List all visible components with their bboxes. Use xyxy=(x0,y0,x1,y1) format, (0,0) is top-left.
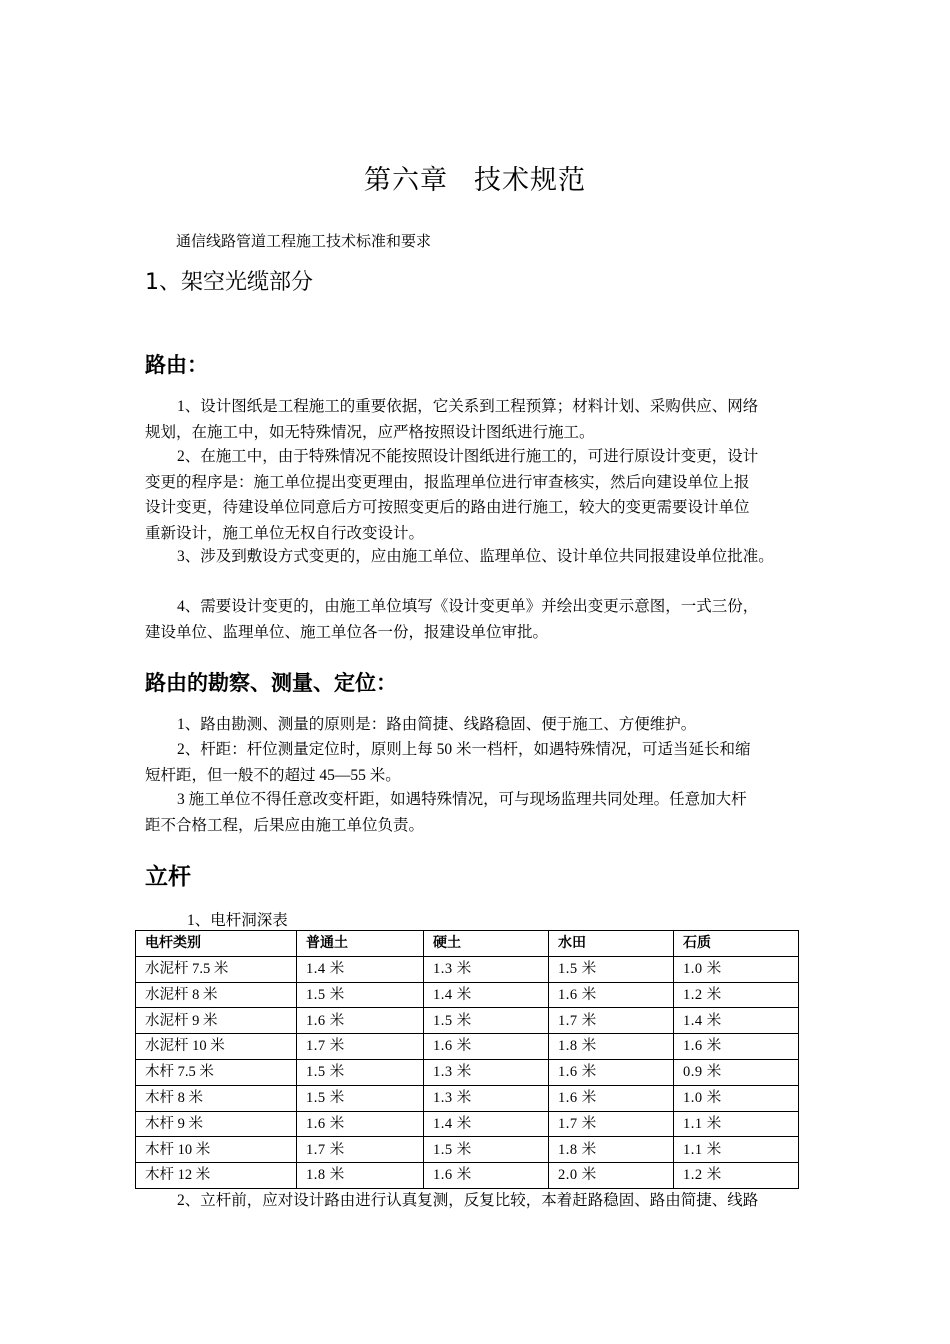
depth-cell: 1.2 米 xyxy=(674,1163,799,1189)
table-row xyxy=(136,1085,799,1111)
table-row xyxy=(136,982,799,1008)
chapter-name: 技术规范 xyxy=(474,165,586,196)
depth-cell: 1.3 米 xyxy=(424,1085,549,1111)
depth-cell: 1.2 米 xyxy=(674,982,799,1008)
depth-cell: 1.5 米 xyxy=(424,1137,549,1163)
text-line: 重新设计，施工单位无权自行改变设计。 xyxy=(145,524,425,542)
depth-cell: 1.6 米 xyxy=(424,1163,549,1189)
depth-cell: 1.4 米 xyxy=(424,1111,549,1137)
depth-cell: 1.6 米 xyxy=(549,1085,674,1111)
section-heading-aerial-cable: 1、架空光缆部分 xyxy=(145,270,313,295)
routing-paragraph-4 xyxy=(145,594,825,645)
survey-paragraph-1 xyxy=(145,712,825,738)
heading-pole-erection: 立杆 xyxy=(145,864,191,890)
pole-type-cell: 水泥杆 8 米 xyxy=(136,982,297,1008)
table-row xyxy=(136,1163,799,1189)
text-line: 短杆距，但一般不的超过 45—55 米。 xyxy=(145,766,401,784)
depth-cell: 1.5 米 xyxy=(297,1059,424,1085)
text-line: 3、涉及到敷设方式变更的，应由施工单位、监理单位、设计单位共同报建设单位批准。 xyxy=(177,548,774,565)
text-line: 规划，在施工中，如无特殊情况，应严格按照设计图纸进行施工。 xyxy=(145,423,595,441)
table-row xyxy=(136,1008,799,1034)
pole-type-cell: 水泥杆 7.5 米 xyxy=(136,956,297,982)
text-line: 设计变更，待建设单位同意后方可按照变更后的路由进行施工，较大的变更需要设计单位 xyxy=(145,499,750,516)
depth-cell: 1.1 米 xyxy=(674,1111,799,1137)
depth-cell: 1.6 米 xyxy=(549,982,674,1008)
text-line: 2、在施工中，由于特殊情况不能按照设计图纸进行施工的，可进行原设计变更，设计 xyxy=(177,448,759,465)
depth-cell: 1.4 米 xyxy=(297,956,424,982)
depth-cell: 1.7 米 xyxy=(549,1111,674,1137)
depth-cell: 1.1 米 xyxy=(674,1137,799,1163)
depth-cell: 1.0 米 xyxy=(674,1085,799,1111)
text-line: 2、杆距：杆位测量定位时，原则上每 50 米一档杆，如遇特殊情况，可适当延长和缩 xyxy=(177,741,751,758)
table-row xyxy=(136,1111,799,1137)
text-line: 建设单位、监理单位、施工单位各一份，报建设单位审批。 xyxy=(145,623,549,641)
pole-type-cell: 木杆 7.5 米 xyxy=(136,1059,297,1085)
depth-cell: 1.0 米 xyxy=(674,956,799,982)
depth-cell: 1.6 米 xyxy=(297,1008,424,1034)
depth-cell: 1.4 米 xyxy=(424,982,549,1008)
depth-cell: 1.8 米 xyxy=(549,1034,674,1060)
pole-hole-depth-table xyxy=(135,930,799,1189)
depth-cell: 1.3 米 xyxy=(424,1059,549,1085)
pole-type-cell: 木杆 8 米 xyxy=(136,1085,297,1111)
routing-paragraph-3 xyxy=(145,544,845,570)
table-header-row xyxy=(136,931,799,957)
pole-type-cell: 木杆 12 米 xyxy=(136,1163,297,1189)
pole-type-cell: 水泥杆 9 米 xyxy=(136,1008,297,1034)
depth-cell: 1.8 米 xyxy=(549,1137,674,1163)
depth-cell: 1.6 米 xyxy=(549,1059,674,1085)
heading-survey: 路由的勘察、测量、定位： xyxy=(145,671,397,695)
table-row xyxy=(136,1034,799,1060)
depth-cell: 1.6 米 xyxy=(674,1034,799,1060)
table-row xyxy=(136,1059,799,1085)
chapter-number: 第六章 xyxy=(364,165,448,196)
pole-type-cell: 木杆 10 米 xyxy=(136,1137,297,1163)
column-header: 硬土 xyxy=(424,931,549,957)
text-line: 1、设计图纸是工程施工的重要依据，它关系到工程预算；材料计划、采购供应、网络 xyxy=(177,398,759,415)
column-header: 水田 xyxy=(549,931,674,957)
column-header: 普通土 xyxy=(297,931,424,957)
depth-cell: 1.4 米 xyxy=(674,1008,799,1034)
table-caption: 1、电杆洞深表 xyxy=(187,912,288,929)
text-line: 变更的程序是：施工单位提出变更理由，报监理单位进行审查核实，然后向建设单位上报 xyxy=(145,473,750,491)
chapter-title xyxy=(0,158,950,197)
depth-cell: 1.5 米 xyxy=(297,982,424,1008)
depth-cell: 1.5 米 xyxy=(297,1085,424,1111)
survey-paragraph-2 xyxy=(145,737,825,788)
pole-type-cell: 木杆 9 米 xyxy=(136,1111,297,1137)
subtitle: 通信线路管道工程施工技术标准和要求 xyxy=(176,234,432,250)
depth-cell: 0.9 米 xyxy=(674,1059,799,1085)
depth-cell: 1.7 米 xyxy=(297,1034,424,1060)
survey-paragraph-3 xyxy=(145,787,825,838)
column-header: 电杆类别 xyxy=(136,931,297,957)
column-header: 石质 xyxy=(674,931,799,957)
depth-cell: 1.6 米 xyxy=(424,1034,549,1060)
text-line: 4、需要设计变更的，由施工单位填写《设计变更单》并绘出变更示意图，一式三份， xyxy=(177,598,759,615)
depth-cell: 1.7 米 xyxy=(549,1008,674,1034)
text-line: 距不合格工程，后果应由施工单位负责。 xyxy=(145,816,425,834)
text-line: 1、路由勘测、测量的原则是：路由简捷、线路稳固、便于施工、方便维护。 xyxy=(177,716,697,733)
depth-cell: 1.3 米 xyxy=(424,956,549,982)
depth-cell: 1.6 米 xyxy=(297,1111,424,1137)
text-line: 3 施工单位不得任意改变杆距，如遇特殊情况，可与现场监理共同处理。任意加大杆 xyxy=(177,791,747,808)
depth-cell: 1.5 米 xyxy=(424,1008,549,1034)
routing-paragraph-2 xyxy=(145,444,825,546)
depth-cell: 1.8 米 xyxy=(297,1163,424,1189)
heading-routing: 路由： xyxy=(145,353,208,377)
pole-type-cell: 水泥杆 10 米 xyxy=(136,1034,297,1060)
text-line: 2、立杆前，应对设计路由进行认真复测，反复比较，本着赶路稳固、路由简捷、线路 xyxy=(177,1192,759,1209)
depth-cell: 1.7 米 xyxy=(297,1137,424,1163)
depth-cell: 1.5 米 xyxy=(549,956,674,982)
depth-cell: 2.0 米 xyxy=(549,1163,674,1189)
routing-paragraph-1 xyxy=(145,394,825,445)
table-row xyxy=(136,1137,799,1163)
table-row xyxy=(136,956,799,982)
pole-paragraph-2 xyxy=(145,1188,845,1214)
